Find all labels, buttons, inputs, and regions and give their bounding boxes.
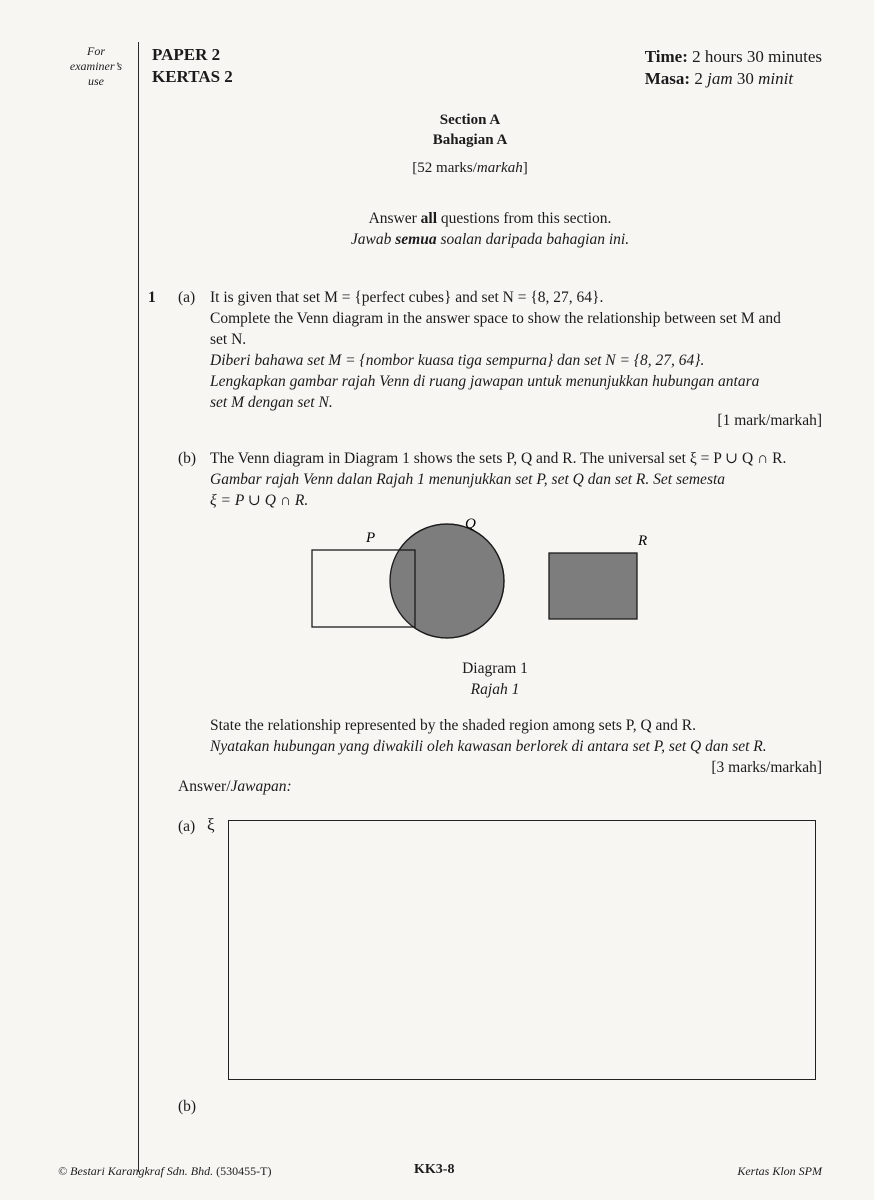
paper-title [152,44,233,88]
part-a-marks: [1 mark/markah] [717,412,822,429]
instruction-text: soalan daripada bahagian ini. [436,231,630,248]
part-b-line: The Venn diagram in Diagram 1 shows the sets P, Q and R. The universal set ξ = P ∪ Q ∩ R. [210,450,787,467]
publisher-name: © Bestari Karangkraf Sdn. Bhd. [58,1164,214,1178]
answer-label [178,776,292,797]
footer-publisher [58,1164,271,1179]
diagram-caption-en: Diagram 1 [462,660,528,677]
part-a-line-ms: Diberi bahawa set M = {nombor kuasa tiga sempurna} dan set N = {8, 27, 64}. [210,352,705,369]
instruction-en [300,208,680,229]
part-a-line: set N. [210,331,247,348]
part-b-label: (b) [178,450,197,467]
section-marks [390,158,550,178]
part-a-line: Complete the Venn diagram in the answer space to show the relationship between set M and [210,310,781,327]
part-a-line: It is given that set M = {perfect cubes} and set N = {8, 27, 64}. [210,289,604,306]
part-a-line-ms: set M dengan set N. [210,394,333,411]
time-label: Time: [644,47,688,66]
part-b-question [210,715,830,757]
section-marks-text: [52 marks/ [412,160,477,176]
part-a-line-ms: Lengkapkan gambar rajah Venn di ruang jawapan untuk menunjukkan hubungan antara [210,373,760,390]
part-a-text [210,287,830,413]
instruction-ms [300,229,680,250]
instruction-text: Jawab [350,231,396,248]
diagram-caption [420,658,570,700]
part-a-label: (a) [178,289,196,306]
page-code: KK3-8 [414,1162,455,1177]
set-r-label: R [638,533,648,549]
part-b-text [210,448,830,511]
set-q-label: Q [465,516,476,532]
paper-title-ms: KERTAS 2 [152,67,233,86]
answer-venn-box[interactable] [228,820,816,1080]
section-heading [390,110,550,178]
masa-label: Masa: [644,69,691,88]
section-title-ms: Bahagian A [432,132,508,148]
venn-diagram [300,515,660,665]
masa-hours-word: jam [707,69,733,88]
set-r-rect [549,553,637,619]
instruction-emphasis: all [420,210,438,227]
instruction-emphasis: semua [395,231,437,248]
masa-minutes: 30 [736,69,754,88]
paper-title-en: PAPER 2 [152,45,221,64]
masa-minutes-word: minit [758,69,794,88]
time-ms [645,68,822,90]
part-b-line-ms: Gambar rajah Venn dalan Rajah 1 menunjukkan set P, set Q dan set R. Set semesta [210,471,726,488]
part-b-question-ms: Nyatakan hubungan yang diwakili oleh kawasan berlorek di antara set P, set Q dan set R. [210,738,767,755]
section-marks-ms: markah [476,160,523,176]
set-p-label: P [366,530,376,546]
part-b-line-ms: ξ = P ∪ Q ∩ R. [210,492,309,509]
time-en [645,46,822,68]
instructions [300,208,680,250]
examiner-use-note [60,44,132,89]
instruction-text: questions from this section. [437,210,612,227]
masa-hours: 2 [694,69,703,88]
instruction-text: Answer [368,210,421,227]
diagram-caption-ms: Rajah 1 [470,681,520,698]
section-title-en: Section A [439,112,501,128]
universal-set-symbol: ξ [207,815,215,834]
time-value: 2 hours 30 minutes [692,47,822,66]
section-marks-end: ] [522,160,528,176]
footer-series: Kertas Klon SPM [737,1164,822,1178]
examiner-note-line: use [88,74,104,88]
margin-rule [138,42,139,1172]
answer-label-ms: Jawapan: [230,778,292,795]
answer-b-label: (b) [178,1098,197,1115]
publisher-reg: (530455-T) [216,1164,272,1178]
question-number: 1 [148,289,156,306]
answer-label-en: Answer/ [178,778,231,795]
part-b-marks: [3 marks/markah] [711,759,822,776]
answer-a-label: (a) [178,818,196,835]
part-b-question-en: State the relationship represented by the shaded region among sets P, Q and R. [210,717,696,734]
examiner-note-line: For [87,44,105,58]
time-allowed [645,46,822,90]
examiner-note-line: examiner’s [69,59,123,73]
